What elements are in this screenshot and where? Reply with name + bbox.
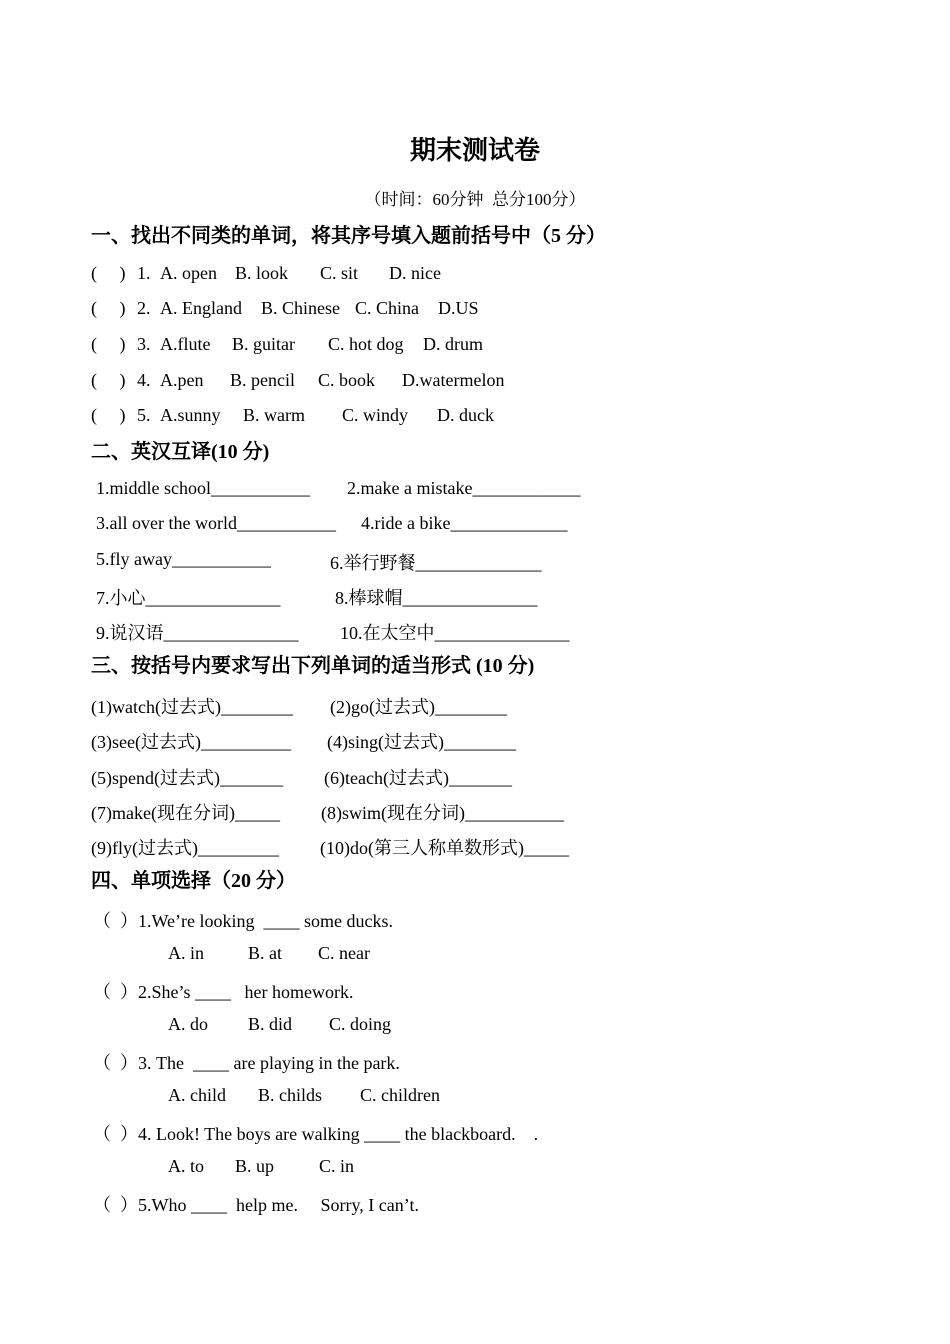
translation-item[interactable]: 8.棒球帽_______________ bbox=[335, 588, 538, 608]
translation-item[interactable]: 7.小心_______________ bbox=[96, 588, 281, 608]
section-1-heading: 一、找出不同类的单词，将其序号填入题前括号中（5 分） bbox=[91, 225, 606, 247]
option-d: D. drum bbox=[423, 334, 483, 354]
option-a: A.flute bbox=[160, 334, 211, 354]
section-3-heading: 三、按括号内要求写出下列单词的适当形式 (10 分) bbox=[91, 655, 535, 677]
question-stem[interactable]: （ ）5.Who ____ help me. Sorry, I can’t. bbox=[93, 1195, 419, 1215]
option-a: A.sunny bbox=[160, 405, 221, 425]
translation-item[interactable]: 2.make a mistake____________ bbox=[347, 478, 581, 498]
answer-bracket[interactable]: ( ) bbox=[91, 405, 126, 425]
question-stem[interactable]: （ ）2.She’s ____ her homework. bbox=[93, 982, 354, 1002]
option-d: D. duck bbox=[437, 405, 494, 425]
option-c: C. in bbox=[319, 1156, 355, 1176]
item-number: 2. bbox=[137, 298, 151, 318]
option-a: A. child bbox=[168, 1085, 226, 1105]
word-form-item[interactable]: (4)sing(过去式)________ bbox=[327, 732, 516, 752]
word-form-item[interactable]: (1)watch(过去式)________ bbox=[91, 697, 293, 717]
option-b: B. at bbox=[248, 943, 282, 963]
option-b: B. Chinese bbox=[261, 298, 340, 318]
item-number: 1. bbox=[137, 263, 151, 283]
item-number: 3. bbox=[137, 334, 151, 354]
word-form-item[interactable]: (10)do(第三人称单数形式)_____ bbox=[320, 838, 569, 858]
word-form-item[interactable]: (2)go(过去式)________ bbox=[330, 697, 507, 717]
answer-bracket[interactable]: ( ) bbox=[91, 334, 126, 354]
item-number: 5. bbox=[137, 405, 151, 425]
translation-item[interactable]: 6.举行野餐______________ bbox=[330, 553, 542, 573]
option-a: A.pen bbox=[160, 370, 204, 390]
option-b: B. did bbox=[248, 1014, 293, 1034]
page-title: 期末测试卷 bbox=[409, 136, 540, 165]
option-b: B. guitar bbox=[232, 334, 295, 354]
answer-bracket[interactable]: ( ) bbox=[91, 370, 126, 390]
option-c: C. sit bbox=[320, 263, 359, 283]
question-stem[interactable]: （ ）3. The ____ are playing in the park. bbox=[93, 1053, 400, 1073]
option-c: C. children bbox=[360, 1085, 440, 1105]
option-a: A. do bbox=[168, 1014, 208, 1034]
word-form-item[interactable]: (5)spend(过去式)_______ bbox=[91, 768, 283, 788]
answer-bracket[interactable]: ( ) bbox=[91, 298, 126, 318]
translation-item[interactable]: 4.ride a bike_____________ bbox=[361, 513, 568, 533]
option-c: C. China bbox=[355, 298, 420, 318]
option-b: B. warm bbox=[243, 405, 305, 425]
word-form-item[interactable]: (9)fly(过去式)_________ bbox=[91, 838, 279, 858]
word-form-item[interactable]: (8)swim(现在分词)___________ bbox=[321, 803, 564, 823]
option-d: D.US bbox=[438, 298, 479, 318]
word-form-item[interactable]: (6)teach(过去式)_______ bbox=[324, 768, 512, 788]
option-c: C. windy bbox=[342, 405, 409, 425]
translation-item[interactable]: 5.fly away___________ bbox=[96, 549, 271, 569]
word-form-item[interactable]: (7)make(现在分词)_____ bbox=[91, 803, 280, 823]
word-form-item[interactable]: (3)see(过去式)__________ bbox=[91, 732, 291, 752]
option-c: C. near bbox=[318, 943, 370, 963]
item-number: 4. bbox=[137, 370, 151, 390]
option-b: B. childs bbox=[258, 1085, 323, 1105]
option-b: B. pencil bbox=[230, 370, 295, 390]
option-a: A. England bbox=[160, 298, 242, 318]
section-4-heading: 四、单项选择（20 分） bbox=[91, 870, 296, 892]
option-d: D.watermelon bbox=[402, 370, 505, 390]
option-a: A. to bbox=[168, 1156, 204, 1176]
translation-item[interactable]: 10.在太空中_______________ bbox=[340, 623, 570, 643]
translation-item[interactable]: 9.说汉语_______________ bbox=[96, 623, 299, 643]
option-b: B. up bbox=[235, 1156, 275, 1176]
question-stem[interactable]: （ ）1.We’re looking ____ some ducks. bbox=[93, 911, 394, 931]
option-c: C. hot dog bbox=[328, 334, 404, 354]
page-subtitle: （时间：60分钟 总分100分） bbox=[364, 190, 586, 209]
option-c: C. doing bbox=[329, 1014, 392, 1034]
option-a: A. open bbox=[160, 263, 217, 283]
translation-item[interactable]: 3.all over the world___________ bbox=[96, 513, 336, 533]
question-stem[interactable]: （ ）4. Look! The boys are walking ____ the blackboard. . bbox=[93, 1124, 539, 1144]
option-a: A. in bbox=[168, 943, 204, 963]
option-d: D. nice bbox=[389, 263, 441, 283]
translation-item[interactable]: 1.middle school___________ bbox=[96, 478, 310, 498]
option-c: C. book bbox=[318, 370, 376, 390]
answer-bracket[interactable]: ( ) bbox=[91, 263, 126, 283]
section-2-heading: 二、英汉互译(10 分) bbox=[91, 441, 270, 463]
option-b: B. look bbox=[235, 263, 289, 283]
